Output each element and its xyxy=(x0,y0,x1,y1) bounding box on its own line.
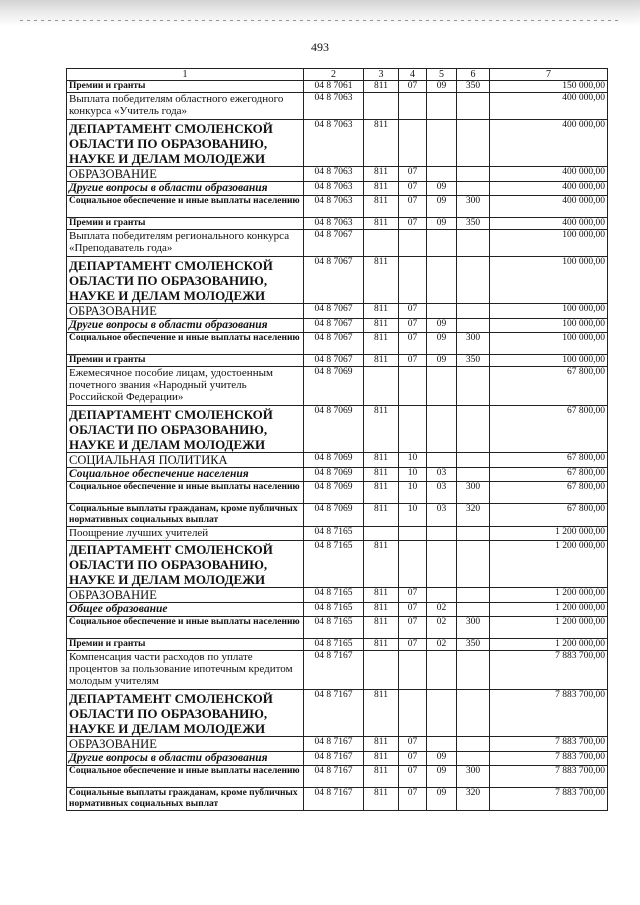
section-code: 07 xyxy=(399,333,427,355)
section-code xyxy=(399,690,427,737)
subsection-code: 03 xyxy=(427,482,457,504)
section-code: 07 xyxy=(399,196,427,218)
item-name: ДЕПАРТАМЕНТ СМОЛЕНСКОЙ ОБЛАСТИ ПО ОБРАЗОВАНИЮ, НАУКЕ И ДЕЛАМ МОЛОДЕЖИ xyxy=(67,541,304,588)
ministry-code: 811 xyxy=(364,504,399,527)
amount: 100 000,00 xyxy=(490,257,608,304)
amount: 1 200 000,00 xyxy=(490,588,608,603)
amount: 1 200 000,00 xyxy=(490,541,608,588)
section-code: 07 xyxy=(399,788,427,811)
subsection-code: 09 xyxy=(427,81,457,93)
subsection-code xyxy=(427,367,457,406)
ministry-code: 811 xyxy=(364,588,399,603)
expense-type-code xyxy=(457,93,490,120)
table-row xyxy=(67,788,608,811)
table-row xyxy=(67,752,608,766)
item-name: Премии и гранты xyxy=(67,639,304,651)
section-code: 10 xyxy=(399,482,427,504)
table-row xyxy=(67,766,608,788)
table-row xyxy=(67,690,608,737)
subsection-code: 09 xyxy=(427,355,457,367)
header-col-3: 3 xyxy=(364,69,399,81)
subsection-code xyxy=(427,406,457,453)
ministry-code: 811 xyxy=(364,766,399,788)
ministry-code xyxy=(364,93,399,120)
subsection-code: 09 xyxy=(427,766,457,788)
amount: 1 200 000,00 xyxy=(490,527,608,541)
table-row xyxy=(67,639,608,651)
item-name: Другие вопросы в области образования xyxy=(67,752,304,766)
section-code: 10 xyxy=(399,504,427,527)
amount: 100 000,00 xyxy=(490,355,608,367)
section-code: 07 xyxy=(399,81,427,93)
table-row xyxy=(67,504,608,527)
expense-type-code: 350 xyxy=(457,639,490,651)
expense-type-code xyxy=(457,182,490,196)
amount: 67 800,00 xyxy=(490,406,608,453)
table-row xyxy=(67,468,608,482)
section-code xyxy=(399,93,427,120)
section-code: 07 xyxy=(399,304,427,319)
amount: 100 000,00 xyxy=(490,319,608,333)
subsection-code xyxy=(427,527,457,541)
amount: 400 000,00 xyxy=(490,218,608,230)
expense-type-code xyxy=(457,167,490,182)
section-code: 07 xyxy=(399,766,427,788)
table-row xyxy=(67,333,608,355)
section-code xyxy=(399,367,427,406)
subsection-code xyxy=(427,120,457,167)
target-code: 04 8 7067 xyxy=(304,333,364,355)
target-code: 04 8 7167 xyxy=(304,752,364,766)
amount: 1 200 000,00 xyxy=(490,617,608,639)
subsection-code xyxy=(427,257,457,304)
ministry-code: 811 xyxy=(364,81,399,93)
target-code: 04 8 7165 xyxy=(304,603,364,617)
expense-type-code: 320 xyxy=(457,788,490,811)
subsection-code: 09 xyxy=(427,319,457,333)
subsection-code: 02 xyxy=(427,639,457,651)
item-name: ДЕПАРТАМЕНТ СМОЛЕНСКОЙ ОБЛАСТИ ПО ОБРАЗОВАНИЮ, НАУКЕ И ДЕЛАМ МОЛОДЕЖИ xyxy=(67,690,304,737)
amount: 7 883 700,00 xyxy=(490,737,608,752)
table-row xyxy=(67,319,608,333)
expense-type-code: 300 xyxy=(457,482,490,504)
table-row xyxy=(67,167,608,182)
section-code: 07 xyxy=(399,355,427,367)
target-code: 04 8 7165 xyxy=(304,541,364,588)
table-row xyxy=(67,541,608,588)
table-row xyxy=(67,120,608,167)
budget-table xyxy=(66,68,608,811)
section-code: 07 xyxy=(399,588,427,603)
header-col-4: 4 xyxy=(399,69,427,81)
expense-type-code xyxy=(457,541,490,588)
target-code: 04 8 7165 xyxy=(304,617,364,639)
expense-type-code: 300 xyxy=(457,333,490,355)
header-col-1: 1 xyxy=(67,69,304,81)
item-name: Социальное обеспечение населения xyxy=(67,468,304,482)
target-code: 04 8 7067 xyxy=(304,257,364,304)
ministry-code: 811 xyxy=(364,355,399,367)
expense-type-code xyxy=(457,120,490,167)
item-name: Социальное обеспечение и иные выплаты населению xyxy=(67,766,304,788)
expense-type-code xyxy=(457,453,490,468)
target-code: 04 8 7167 xyxy=(304,651,364,690)
ministry-code: 811 xyxy=(364,319,399,333)
subsection-code: 09 xyxy=(427,196,457,218)
section-code xyxy=(399,651,427,690)
target-code: 04 8 7165 xyxy=(304,639,364,651)
section-code: 07 xyxy=(399,639,427,651)
section-code: 07 xyxy=(399,319,427,333)
table-row xyxy=(67,527,608,541)
subsection-code xyxy=(427,737,457,752)
target-code: 04 8 7063 xyxy=(304,218,364,230)
subsection-code xyxy=(427,230,457,257)
target-code: 04 8 7063 xyxy=(304,182,364,196)
section-code xyxy=(399,230,427,257)
ministry-code: 811 xyxy=(364,788,399,811)
item-name: Выплата победителям областного ежегодного конкурса «Учитель года» xyxy=(67,93,304,120)
table-row xyxy=(67,737,608,752)
section-code xyxy=(399,406,427,453)
target-code: 04 8 7067 xyxy=(304,319,364,333)
table-row xyxy=(67,367,608,406)
expense-type-code xyxy=(457,257,490,304)
header-col-6: 6 xyxy=(457,69,490,81)
section-code: 07 xyxy=(399,752,427,766)
expense-type-code xyxy=(457,690,490,737)
subsection-code xyxy=(427,167,457,182)
target-code: 04 8 7063 xyxy=(304,167,364,182)
header-col-7: 7 xyxy=(490,69,608,81)
amount: 400 000,00 xyxy=(490,167,608,182)
target-code: 04 8 7069 xyxy=(304,406,364,453)
subsection-code xyxy=(427,541,457,588)
header-col-5: 5 xyxy=(427,69,457,81)
section-code: 10 xyxy=(399,468,427,482)
section-code: 07 xyxy=(399,218,427,230)
item-name: ОБРАЗОВАНИЕ xyxy=(67,588,304,603)
target-code: 04 8 7067 xyxy=(304,304,364,319)
ministry-code: 811 xyxy=(364,196,399,218)
amount: 400 000,00 xyxy=(490,120,608,167)
table-row xyxy=(67,182,608,196)
ministry-code: 811 xyxy=(364,257,399,304)
item-name: Премии и гранты xyxy=(67,218,304,230)
section-code: 07 xyxy=(399,167,427,182)
item-name: СОЦИАЛЬНАЯ ПОЛИТИКА xyxy=(67,453,304,468)
amount: 67 800,00 xyxy=(490,504,608,527)
target-code: 04 8 7061 xyxy=(304,81,364,93)
subsection-code: 09 xyxy=(427,182,457,196)
section-code: 07 xyxy=(399,603,427,617)
expense-type-code xyxy=(457,737,490,752)
expense-type-code xyxy=(457,468,490,482)
amount: 7 883 700,00 xyxy=(490,752,608,766)
subsection-code: 09 xyxy=(427,333,457,355)
amount: 7 883 700,00 xyxy=(490,766,608,788)
section-code xyxy=(399,120,427,167)
table-row xyxy=(67,453,608,468)
subsection-code xyxy=(427,304,457,319)
section-code xyxy=(399,527,427,541)
target-code: 04 8 7167 xyxy=(304,737,364,752)
table-row xyxy=(67,304,608,319)
item-name: Социальное обеспечение и иные выплаты населению xyxy=(67,333,304,355)
amount: 100 000,00 xyxy=(490,230,608,257)
ministry-code: 811 xyxy=(364,304,399,319)
ministry-code: 811 xyxy=(364,541,399,588)
table-row xyxy=(67,230,608,257)
amount: 400 000,00 xyxy=(490,182,608,196)
header-col-2: 2 xyxy=(304,69,364,81)
section-code: 07 xyxy=(399,182,427,196)
page-number: 493 xyxy=(311,40,329,54)
subsection-code: 09 xyxy=(427,788,457,811)
target-code: 04 8 7067 xyxy=(304,355,364,367)
item-name: Поощрение лучших учителей xyxy=(67,527,304,541)
expense-type-code: 350 xyxy=(457,355,490,367)
target-code: 04 8 7069 xyxy=(304,482,364,504)
section-code: 07 xyxy=(399,617,427,639)
section-code xyxy=(399,257,427,304)
item-name: ДЕПАРТАМЕНТ СМОЛЕНСКОЙ ОБЛАСТИ ПО ОБРАЗОВАНИЮ, НАУКЕ И ДЕЛАМ МОЛОДЕЖИ xyxy=(67,120,304,167)
amount: 1 200 000,00 xyxy=(490,639,608,651)
expense-type-code xyxy=(457,588,490,603)
table-row xyxy=(67,218,608,230)
ministry-code: 811 xyxy=(364,482,399,504)
amount: 7 883 700,00 xyxy=(490,690,608,737)
table-header-row xyxy=(67,69,608,81)
scan-edge-artifact xyxy=(0,0,640,26)
ministry-code: 811 xyxy=(364,182,399,196)
target-code: 04 8 7165 xyxy=(304,527,364,541)
ministry-code: 811 xyxy=(364,218,399,230)
item-name: Общее образование xyxy=(67,603,304,617)
target-code: 04 8 7063 xyxy=(304,196,364,218)
expense-type-code xyxy=(457,752,490,766)
expense-type-code xyxy=(457,406,490,453)
item-name: Социальное обеспечение и иные выплаты населению xyxy=(67,482,304,504)
item-name: Ежемесячное пособие лицам, удостоенным почетного звания «Народный учитель Российской Федерации» xyxy=(67,367,304,406)
section-code: 10 xyxy=(399,453,427,468)
table-row xyxy=(67,81,608,93)
amount: 400 000,00 xyxy=(490,93,608,120)
ministry-code: 811 xyxy=(364,468,399,482)
amount: 7 883 700,00 xyxy=(490,788,608,811)
expense-type-code: 350 xyxy=(457,81,490,93)
subsection-code: 02 xyxy=(427,603,457,617)
ministry-code: 811 xyxy=(364,406,399,453)
subsection-code: 02 xyxy=(427,617,457,639)
item-name: ОБРАЗОВАНИЕ xyxy=(67,304,304,319)
amount: 1 200 000,00 xyxy=(490,603,608,617)
subsection-code xyxy=(427,93,457,120)
expense-type-code: 300 xyxy=(457,617,490,639)
amount: 67 800,00 xyxy=(490,367,608,406)
subsection-code: 09 xyxy=(427,218,457,230)
ministry-code: 811 xyxy=(364,737,399,752)
item-name: ДЕПАРТАМЕНТ СМОЛЕНСКОЙ ОБЛАСТИ ПО ОБРАЗОВАНИЮ, НАУКЕ И ДЕЛАМ МОЛОДЕЖИ xyxy=(67,406,304,453)
target-code: 04 8 7167 xyxy=(304,788,364,811)
table-row xyxy=(67,355,608,367)
item-name: ОБРАЗОВАНИЕ xyxy=(67,167,304,182)
amount: 7 883 700,00 xyxy=(490,651,608,690)
expense-type-code: 320 xyxy=(457,504,490,527)
target-code: 04 8 7069 xyxy=(304,504,364,527)
amount: 67 800,00 xyxy=(490,482,608,504)
table-row xyxy=(67,196,608,218)
subsection-code: 03 xyxy=(427,468,457,482)
ministry-code: 811 xyxy=(364,603,399,617)
ministry-code xyxy=(364,651,399,690)
expense-type-code xyxy=(457,651,490,690)
subsection-code xyxy=(427,453,457,468)
table-row xyxy=(67,406,608,453)
subsection-code xyxy=(427,651,457,690)
section-code xyxy=(399,541,427,588)
target-code: 04 8 7063 xyxy=(304,120,364,167)
amount: 100 000,00 xyxy=(490,333,608,355)
subsection-code: 09 xyxy=(427,752,457,766)
target-code: 04 8 7069 xyxy=(304,367,364,406)
subsection-code xyxy=(427,588,457,603)
expense-type-code: 300 xyxy=(457,196,490,218)
ministry-code: 811 xyxy=(364,453,399,468)
item-name: Премии и гранты xyxy=(67,81,304,93)
section-code: 07 xyxy=(399,737,427,752)
subsection-code: 03 xyxy=(427,504,457,527)
expense-type-code xyxy=(457,367,490,406)
ministry-code xyxy=(364,527,399,541)
item-name: Другие вопросы в области образования xyxy=(67,182,304,196)
table-row xyxy=(67,93,608,120)
amount: 400 000,00 xyxy=(490,196,608,218)
item-name: Социальное обеспечение и иные выплаты населению xyxy=(67,196,304,218)
ministry-code xyxy=(364,367,399,406)
ministry-code: 811 xyxy=(364,167,399,182)
table-row xyxy=(67,257,608,304)
expense-type-code: 350 xyxy=(457,218,490,230)
expense-type-code xyxy=(457,319,490,333)
target-code: 04 8 7067 xyxy=(304,230,364,257)
target-code: 04 8 7063 xyxy=(304,93,364,120)
table-row xyxy=(67,603,608,617)
item-name: Выплата победителям регионального конкурса «Преподаватель года» xyxy=(67,230,304,257)
amount: 67 800,00 xyxy=(490,453,608,468)
item-name: Социальное обеспечение и иные выплаты населению xyxy=(67,617,304,639)
ministry-code xyxy=(364,230,399,257)
amount: 67 800,00 xyxy=(490,468,608,482)
table-row xyxy=(67,617,608,639)
table-row xyxy=(67,588,608,603)
subsection-code xyxy=(427,690,457,737)
target-code: 04 8 7167 xyxy=(304,766,364,788)
item-name: Премии и гранты xyxy=(67,355,304,367)
target-code: 04 8 7165 xyxy=(304,588,364,603)
item-name: Социальные выплаты гражданам, кроме публичных нормативных социальных выплат xyxy=(67,504,304,527)
item-name: Компенсация части расходов по уплате процентов за пользование ипотечным кредитом молодым учителям xyxy=(67,651,304,690)
amount: 150 000,00 xyxy=(490,81,608,93)
ministry-code: 811 xyxy=(364,690,399,737)
ministry-code: 811 xyxy=(364,617,399,639)
target-code: 04 8 7069 xyxy=(304,453,364,468)
target-code: 04 8 7069 xyxy=(304,468,364,482)
table-row xyxy=(67,482,608,504)
amount: 100 000,00 xyxy=(490,304,608,319)
ministry-code: 811 xyxy=(364,639,399,651)
ministry-code: 811 xyxy=(364,752,399,766)
expense-type-code xyxy=(457,230,490,257)
expense-type-code xyxy=(457,304,490,319)
item-name: ДЕПАРТАМЕНТ СМОЛЕНСКОЙ ОБЛАСТИ ПО ОБРАЗОВАНИЮ, НАУКЕ И ДЕЛАМ МОЛОДЕЖИ xyxy=(67,257,304,304)
expense-type-code xyxy=(457,603,490,617)
item-name: ОБРАЗОВАНИЕ xyxy=(67,737,304,752)
expense-type-code xyxy=(457,527,490,541)
ministry-code: 811 xyxy=(364,120,399,167)
ministry-code: 811 xyxy=(364,333,399,355)
table-row xyxy=(67,651,608,690)
item-name: Социальные выплаты гражданам, кроме публичных нормативных социальных выплат xyxy=(67,788,304,811)
expense-type-code: 300 xyxy=(457,766,490,788)
target-code: 04 8 7167 xyxy=(304,690,364,737)
item-name: Другие вопросы в области образования xyxy=(67,319,304,333)
